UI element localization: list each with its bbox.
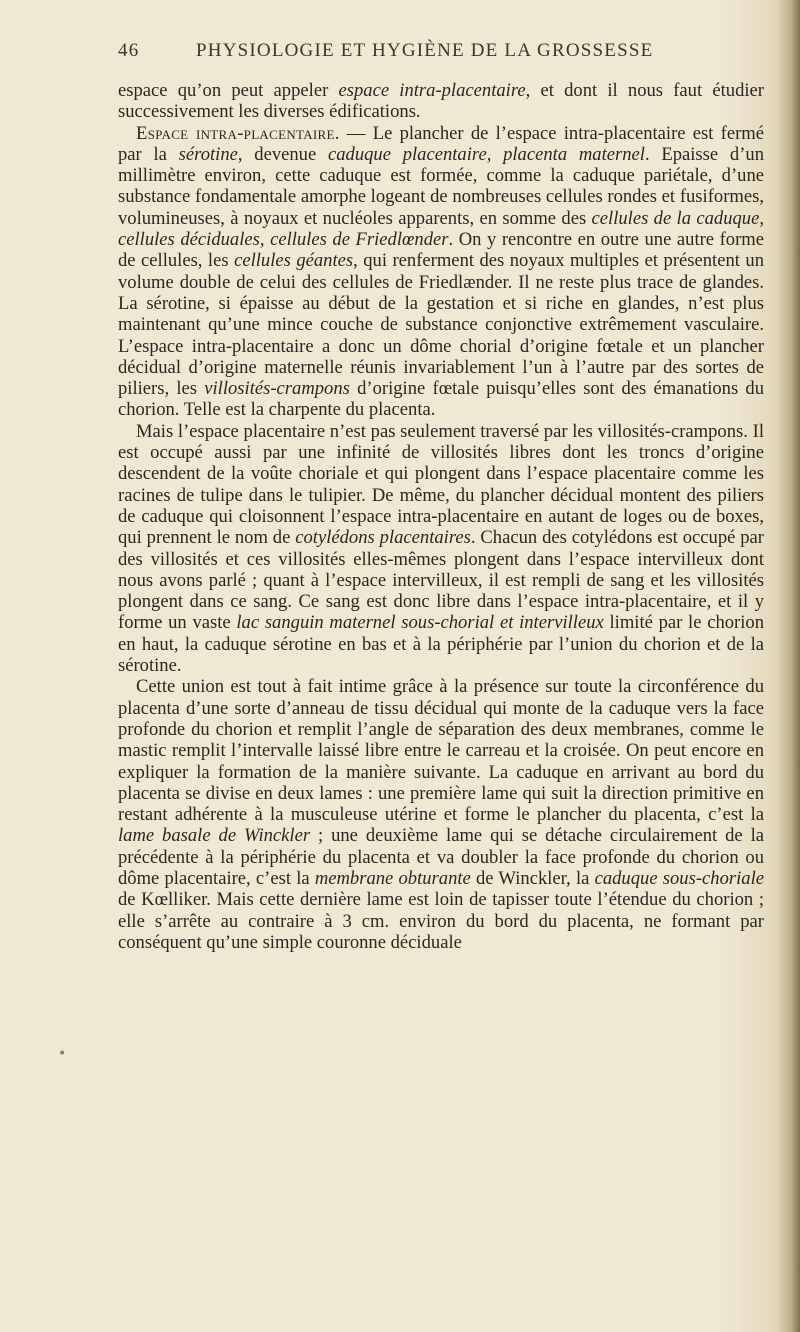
paragraph-1	[118, 80, 764, 123]
italic-term: lac sanguin maternel sous-chorial et intervilleux	[236, 612, 604, 634]
italic-term: cellules de la caduque, cellules déciduales, cellules de Friedlœnder	[118, 207, 764, 251]
text-run: , qui renferment des noyaux multiples et présentent un volume double de celui des cellules de Friedlænder. Il ne reste plus trace de glandes. La sérotine, si épaisse au début de la gestation et si riche en glandes, n’est plus maintenant qu’une mince couche de substance conjonctive extrêmement vasculaire. L’espace intra-placentaire a donc un dôme chorial d’origine fœtale et un plancher décidual d’origine maternelle réunis invariablement l’un à l’autre par des sortes de piliers, les	[118, 250, 764, 400]
paragraph-3	[118, 421, 764, 677]
text-run: de Kœlliker. Mais cette dernière lame est loin de tapisser toute l’étendue du chorion ; elle s’arrête au contraire à 3 cm. environ du bord du placenta, ne formant par conséquent qu’une simple couronne déciduale	[118, 889, 764, 953]
running-title: PHYSIOLOGIE ET HYGIÈNE DE LA GROSSESSE	[196, 40, 654, 61]
text-run: ; une deuxième lame qui se détache circulairement de la précédente à la périphérie du placenta et va doubler la face profonde du chorion ou dôme placentaire, c’est la	[118, 825, 764, 889]
text-run: de Winckler, la	[470, 867, 595, 889]
page-edge-shadow	[778, 0, 800, 1332]
italic-term: caduque sous-choriale	[594, 867, 764, 889]
page-number: 46	[118, 40, 140, 61]
text-run: espace qu’on peut appeler	[118, 80, 339, 101]
text-run: limité par le chorion en haut, la caduque sérotine en bas et à la périphérie par l’union du chorion et de la sérotine.	[118, 612, 765, 677]
text-run: Mais l’espace placentaire n’est pas seulement traversé par les villosités-crampons. Il est occupé aussi par une infinité de villosités libres dont les troncs d’origine descendent de la voûte choriale et qui plongent dans l’espace placentaire comme les racines de tulipe dans le tulipier. De même, du plancher décidual montent des piliers de caduque qui cloisonnent l’espace intra-placentaire en autant de loges ou de boxes, qui prennent le nom de	[118, 420, 764, 549]
italic-term: caduque placentaire, placenta maternel	[327, 143, 645, 165]
italic-term: lame basale de Winckler	[118, 825, 311, 847]
italic-term: espace intra-placentaire	[338, 80, 526, 101]
text-run: Cette union est tout à fait intime grâce à la présence sur toute la circonférence du placenta d’une sorte d’anneau de tissu décidual qui monte de la caduque vers la face profonde du chorion et remplit l’angle de séparation des deux membranes, comme le mastic remplit l’intervalle laissé libre entre le carreau et la croisée. On peut encore en expliquer la formation de la manière suivante. La caduque en arrivant au bord du placenta se divise en deux lames : une première lame qui suit la direction primitive en restant adhérente à la musculeuse utérine et forme le plancher du placenta, c’est la	[118, 676, 764, 826]
body-text	[118, 80, 764, 953]
text-run: . On y rencontre en outre une autre forme de cellules, les	[118, 229, 765, 272]
paragraph-4	[118, 676, 764, 953]
margin-speck: •	[58, 1046, 67, 1062]
text-run: d’origine fœtale puisqu’elles sont des émanations du chorion. Telle est la charpente du placenta.	[118, 378, 765, 421]
running-header	[118, 38, 764, 68]
italic-term: membrane obturante	[314, 867, 471, 889]
italic-term: villosités-crampons	[204, 378, 350, 400]
italic-term: cellules géantes	[234, 250, 354, 272]
paragraph-2	[118, 123, 764, 421]
text-run: . Chacun des cotylédons est occupé par des villosités et ces villosités elles-mêmes plongent dans l’espace intervilleux dont nous avons parlé ; quant à l’espace intervilleux, il est rempli de sang et les villosités plongent dans ce sang. Ce sang est donc libre dans l’espace intra-placentaire, et il y forme un vaste	[118, 527, 764, 634]
text-run: , devenue	[237, 143, 328, 165]
text-run: . Epaisse d’un millimètre environ, cette caduque est formée, comme la caduque pariétale, d’une substance fondamentale amorphe logeant de nombreuses cellules rondes et fusiformes, volumineuses, à noyaux et nucléoles apparents, en somme des	[118, 143, 764, 229]
section-heading: Espace intra-placentaire.	[136, 122, 340, 144]
italic-term: cotylédons placentaires	[295, 527, 471, 549]
text-run: , et dont il nous faut étudier successivement les diverses édifications.	[118, 80, 764, 123]
text-run: — Le plancher de l’espace intra-placentaire est fermé par la	[118, 122, 764, 165]
italic-term: sérotine	[178, 143, 238, 165]
